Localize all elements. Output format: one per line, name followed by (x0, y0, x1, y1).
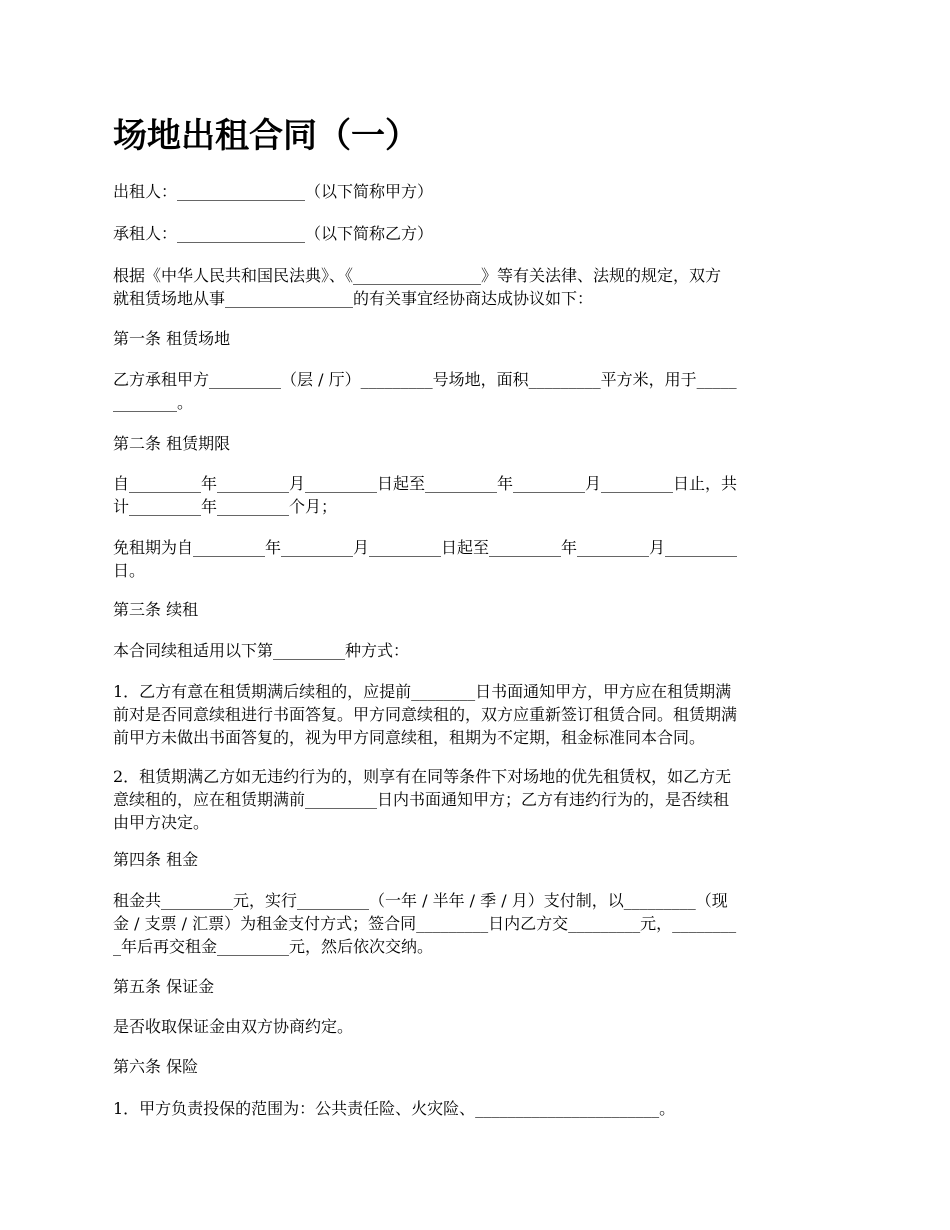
article-heading: 第四条 租金 (113, 850, 199, 869)
renewal-item-1-line-2: 前对是否同意续租进行书面答复。甲方同意续租的，双方应重新签订租赁合同。租赁期满 (113, 705, 738, 724)
free-period-line-2: 日。 (113, 561, 146, 580)
lessee-text: 承租人：________________（以下简称乙方） (113, 224, 434, 243)
article-heading: 第一条 租赁场地 (113, 329, 231, 348)
renewal-item-1-line-1: 1．乙方有意在租赁期满后续租的，应提前________日书面通知甲方，甲方应在租赁期满 (113, 682, 732, 701)
free-period-line-1: 免租期为自_________年_________月_________日起至_________年_________月_________ (113, 538, 738, 557)
rent-line-1: 租金共_________元，实行_________（一年 / 半年 / 季 / 月）支付制，以_________（现 (113, 891, 728, 910)
article-2-heading (113, 432, 840, 455)
lessor-line (113, 180, 840, 203)
article-4-paragraph (113, 889, 840, 958)
renewal-item-2-line-3: 由甲方决定。 (113, 813, 210, 832)
article-2-free-paragraph (113, 536, 840, 582)
rent-line-3: _年后再交租金_________元，然后依次交纳。 (113, 937, 434, 956)
preamble-paragraph (113, 264, 840, 310)
renewal-item-1-line-3: 前甲方未做出书面答复的，视为甲方同意续租，租期为不定期，租金标准同本合同。 (113, 728, 706, 747)
renewal-item-2-line-2: 意续租的，应在租赁期满前_________日内书面通知甲方；乙方有违约行为的，是否续租 (113, 790, 730, 809)
article-2-term-paragraph (113, 472, 840, 518)
article-3-heading (113, 598, 840, 621)
preamble-line-2: 就租赁场地从事________________的有关事宜经协商达成协议如下： (113, 289, 594, 308)
page-title: 场地出租合同（一） (113, 116, 419, 156)
insurance-item-1: 1．甲方负责投保的范围为：公共责任险、火灾险、_______________________。 (113, 1099, 676, 1118)
article-heading: 第三条 续租 (113, 600, 199, 619)
article-3-intro (113, 639, 840, 662)
term-line-1: 自_________年_________月_________日起至_________年_________月_________日止，共 (113, 474, 738, 493)
renewal-item-2-line-1: 2．租赁期满乙方如无违约行为的，则享有在同等条件下对场地的优先租赁权，如乙方无 (113, 767, 732, 786)
preamble-line-1: 根据《中华人民共和国民法典》、《________________》等有关法律、法规的规定，双方 (113, 266, 722, 285)
renewal-intro: 本合同续租适用以下第_________种方式： (113, 641, 410, 660)
article-1-heading (113, 327, 840, 350)
article-6-heading (113, 1055, 840, 1078)
article-3-item-2 (113, 765, 840, 834)
article-4-heading (113, 848, 840, 871)
deposit-line: 是否收取保证金由双方协商约定。 (113, 1017, 354, 1036)
article-6-item-1 (113, 1097, 840, 1120)
article-5-heading (113, 975, 840, 998)
lessor-text: 出租人：________________（以下简称甲方） (113, 182, 434, 201)
article-heading: 第二条 租赁期限 (113, 434, 231, 453)
article-heading: 第五条 保证金 (113, 977, 215, 996)
lessee-line (113, 222, 840, 245)
article-1-line-2: ________。 (113, 393, 194, 412)
article-1-paragraph (113, 368, 840, 414)
article-3-item-1 (113, 680, 840, 749)
article-heading: 第六条 保险 (113, 1057, 199, 1076)
article-5-paragraph (113, 1015, 840, 1038)
term-line-2: 计_________年_________个月； (113, 497, 338, 516)
article-1-line-1: 乙方承租甲方_________（层 / 厅）_________号场地，面积_________平方米，用于_____ (113, 370, 737, 389)
rent-line-2: 金 / 支票 / 汇票）为租金支付方式；签合同_________日内乙方交_________元，________ (113, 914, 737, 933)
